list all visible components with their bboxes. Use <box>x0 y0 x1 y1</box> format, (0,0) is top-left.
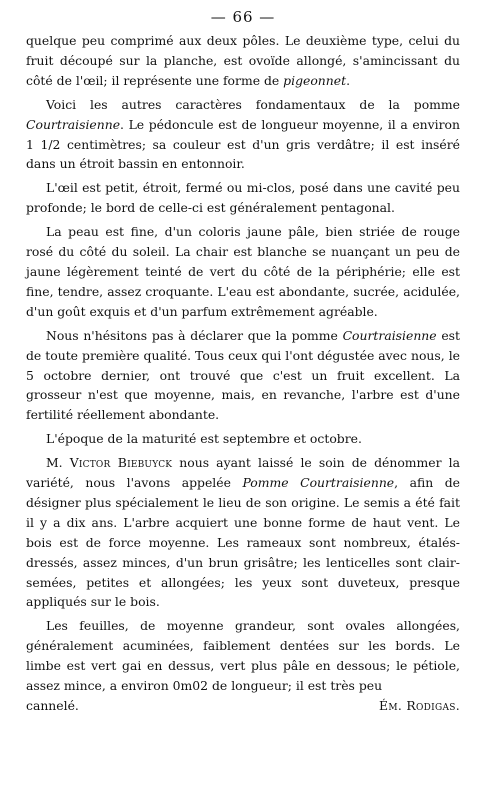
paragraph-2 <box>26 95 460 175</box>
author-name: Victor Biebuyck <box>69 455 173 471</box>
paragraph-5 <box>26 326 460 426</box>
closing-line <box>26 696 460 716</box>
paragraph-4: La peau est fine, d'un coloris jaune pâle, bien striée de rouge rosé du côté du soleil. La chair est blanche se nuançant un peu de jaune légèrement teinté de vert du côté de la périphérie; elle est fine, tendre, assez croquante. L'eau est abondante, sucrée, acidulée, d'un goût exquis et d'un parfum extrêmement agréable. <box>26 224 460 319</box>
paragraph-8: Les feuilles, de moyenne grandeur, sont ovales allongées, généralement acuminées, faiblement dentées sur les bords. Le limbe est vert gai en dessus, vert plus pâle en dessous; le pétiole, assez mince, a environ 0m02 de longueur; il est très peu <box>26 618 460 694</box>
paragraph-2-italic: Courtraisienne <box>26 116 121 132</box>
page-number: — 66 — <box>210 8 276 26</box>
paragraph-7-end: , afin de désigner plus spécialement le lieu de son origine. Le semis a été fait il y a dix ans. L'arbre acquiert une bonne forme de haut vent. Le bois est de force moyenne. Les rameaux sont nombreux, étalés-dressés, assez minces, d'un brun grisâtre; les lenticelles sont clair-semées, petites et allongées; les yeux sont duveteux, presque appliqués sur le bois. <box>26 475 461 610</box>
paragraph-7-mid: nous ayant laissé le soin de dénommer la variété, nous l'avons appelée <box>26 455 460 491</box>
paragraph-7-italic: Pomme Courtraisienne <box>242 475 395 491</box>
paragraph-5-italic: Courtraisienne <box>342 327 437 343</box>
signature: Ém. Rodigas. <box>378 698 460 713</box>
paragraph-5-text: Nous n'hésitons pas à déclarer que la pomme <box>46 327 343 343</box>
paragraph-2-text: Voici les autres caractères fondamentaux de la pomme <box>46 96 460 112</box>
paragraph-6: L'époque de la maturité est septembre et octobre. <box>46 431 362 447</box>
paragraph-1-end: . <box>346 72 351 88</box>
paragraph-2-end: . Le pédoncule est de longueur moyenne, il a environ 1 1/2 centimètres; sa couleur est d'un gris verdâtre; il est inséré dans un étroit bassin en entonnoir. <box>26 116 460 172</box>
paragraph-7-text: M. <box>46 455 70 471</box>
paragraph-1 <box>26 31 460 91</box>
paragraph-5-end: est de toute première qualité. Tous ceux qui l'ont dégustée avec nous, le 5 octobre dernier, ont trouvé que c'est un fruit excellent. La grosseur n'est que moyenne, mais, en revanche, l'arbre est d'une fertilité réellement abondante. <box>26 327 460 423</box>
closing-word: cannelé. <box>26 698 79 713</box>
paragraph-3: L'œil est petit, étroit, fermé ou mi-clos, posé dans une cavité peu profonde; le bord de celle-ci est généralement pentagonal. <box>26 180 460 216</box>
paragraph-1-italic: pigeonnet <box>283 72 347 88</box>
paragraph-7 <box>26 453 460 612</box>
paragraph-1-text: quelque peu comprimé aux deux pôles. Le deuxième type, celui du fruit découpé sur la planche, est ovoïde allongé, s'amincissant du côté de l'œil; il représente une forme de <box>26 33 460 88</box>
